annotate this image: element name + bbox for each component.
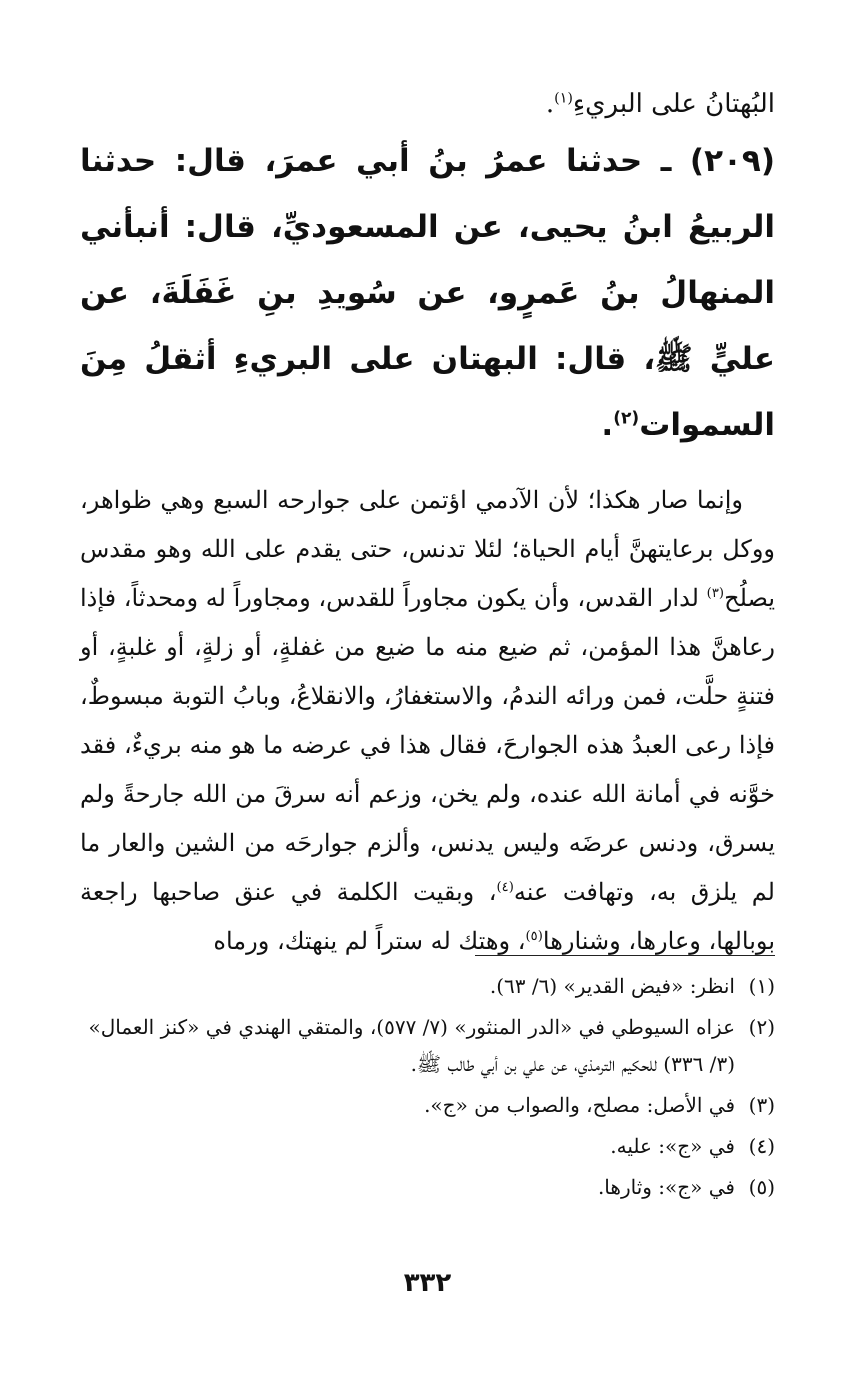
footnote-4 bbox=[80, 1128, 775, 1165]
footnote-continuation: (٣/ ٣٣٦) للحكيم الترمذي، عن علي بن أبي طالب ﷺ. bbox=[410, 1052, 735, 1076]
footnote-text: في «ج»: وثارها. bbox=[597, 1175, 735, 1199]
footnote-ref-2: (٢) bbox=[613, 408, 640, 429]
commentary-part-4: ، وهتك له ستراً لم ينهتك، ورماه bbox=[213, 927, 526, 955]
footnote-ref-1: (١) bbox=[554, 90, 573, 107]
commentary-part-1: وإنما صار هكذا؛ لأن الآدمي اؤتمن على جوارحه السبع وهي ظواهر، ووكل برعايتهنَّ أيام الحياة؛ لئلا تدنس، حتى يقدم على الله وهو مقدس يصلُح bbox=[80, 486, 776, 612]
commentary-part-3: ، وبقيت الكلمة في عنق صاحبها راجعة بوبالها، وعارها، وشنارها bbox=[80, 878, 775, 955]
footnote-text: انظر: «فيض القدير» (٦/ ٦٣). bbox=[489, 974, 735, 998]
intro-end: . bbox=[545, 89, 555, 119]
footnote-2 bbox=[80, 1009, 775, 1083]
intro-line bbox=[80, 80, 775, 128]
footnote-number: (١) bbox=[748, 974, 775, 998]
footnote-3 bbox=[80, 1087, 775, 1124]
hadith-text: (٢٠٩) ـ حدثنا عمرُ بنُ أبي عمرَ، قال: حدثنا الربيعُ ابنُ يحيى، عن المسعوديِّ، قال: أنبأني المنهالُ بنُ عَمرٍو، عن سُويدِ بنِ غَفَلَةَ، عن عليٍّ ﷺ، قال: البهتان على البريءِ أثقلُ مِنَ السموات bbox=[80, 143, 775, 443]
footnote-ref-5: (٥) bbox=[525, 929, 543, 944]
footnotes-list bbox=[80, 968, 775, 1210]
page-number: ٣٣٢ bbox=[403, 1268, 452, 1298]
footnote-text: في «ج»: عليه. bbox=[610, 1134, 735, 1158]
footnote-text: عزاه السيوطي في «الدر المنثور» (٧/ ٥٧٧)، والمتقي الهندي في «كنز العمال» bbox=[88, 1015, 735, 1039]
footnote-number: (٥) bbox=[748, 1175, 775, 1199]
footnote-ref-3: (٣) bbox=[706, 586, 725, 601]
footnote-number: (٤) bbox=[748, 1134, 775, 1158]
page-body bbox=[80, 70, 775, 966]
footnote-number: (٢) bbox=[748, 1015, 775, 1039]
footnote-divider bbox=[475, 955, 775, 956]
hadith-end: . bbox=[601, 407, 614, 443]
footnote-1 bbox=[80, 968, 775, 1005]
footnote-text: في الأصل: مصلح، والصواب من «ج». bbox=[424, 1093, 735, 1117]
intro-text: البُهتانُ على البريءِ bbox=[572, 89, 775, 119]
footnote-number: (٣) bbox=[748, 1093, 775, 1117]
footnote-ref-4: (٤) bbox=[496, 880, 514, 895]
commentary-paragraph bbox=[80, 476, 775, 966]
commentary-part-2: لدار القدس، وأن يكون مجاوراً للقدس، ومجاوراً له ومحدثاً، فإذا رعاهنَّ هذا المؤمن، ثم ضيع منه ما ضيع من غفلةٍ، أو زلةٍ، أو غلبةٍ، أو فتنةٍ حلَّت، فمن ورائه الندمُ، والاستغفارُ، والانقلاعُ، وبابُ التوبة مبسوطٌ، فإذا رعى العبدُ هذه الجوارحَ، فقال هذا في عرضه ما هو منه بريءٌ، فقد خوَّنه في أمانة الله عنده، ولم يخن، وزعم أنه سرقَ من الله جارحةً ولم يسرق، ودنس عرضَه وليس يدنس، وألزم جوارحَه من الشين والعار ما لم يلزق به، وتهافت عنه bbox=[80, 584, 775, 906]
hadith-paragraph bbox=[80, 128, 775, 458]
footnote-5 bbox=[80, 1169, 775, 1206]
